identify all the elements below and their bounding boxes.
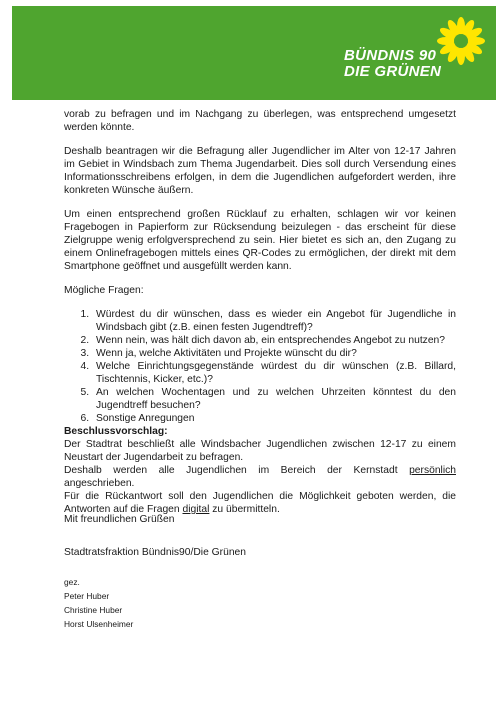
resolution-heading: Beschlussvorschlag: [64, 426, 168, 437]
question-item: 1. Würdest du dir wünschen, dass es wieder ein Angebot für Jugendliche in Windsbach gibt (z.B. einen festen Jugendtreff)? [92, 308, 456, 334]
paragraph: Um einen entsprechend großen Rücklauf zu erhalten, schlagen wir vor keinen Fragebogen in Papierform zur Rücksendung beizulegen - das erscheint für diese Zielgruppe wenig erfolgversprechend zu sein. Hier bietet es sich an, den Zugang zu einem Onlinefragebogen mittels eines QR-Codes zu ermöglichen, der direkt mit dem Smartphone geöffnet und ausgefüllt werden kann. [64, 209, 456, 272]
resolution-text: angeschrieben. [64, 478, 135, 489]
party-logo [344, 48, 441, 80]
questions-intro: Mögliche Fragen: [64, 285, 144, 296]
question-item: 5. An welchen Wochentagen und zu welchen Uhrzeiten könntest du den Jugendtreff besuchen? [92, 386, 456, 412]
paragraph: Deshalb beantragen wir die Befragung aller Jugendlicher im Alter von 12-17 Jahren im Gebiet in Windsbach zum Thema Jugendarbeit. Dies soll durch Versendung eines Informationsschreibens erfolgen, in dem die Jugendlichen aufgefordert werden, ihre konkreten Wünsche äußern. [64, 146, 456, 196]
closing-salutation: Mit freundlichen Grüßen [64, 514, 175, 525]
signed-label: gez. [64, 577, 80, 587]
underlined-word: digital [182, 504, 210, 515]
resolution-text: zu übermitteln. [209, 504, 280, 515]
resolution-line [64, 464, 456, 490]
signer-name: Horst Ulsenheimer [64, 619, 134, 629]
underlined-word: persönlich [409, 465, 456, 476]
question-item: 4. Welche Einrichtungsgegenstände würdest du dir wünschen (z.B. Billard, Tischtennis, Kicker, etc.)? [92, 360, 456, 386]
signatories [64, 575, 133, 631]
logo-line-1: BÜNDNIS 90 [344, 47, 437, 64]
resolution-line [64, 490, 456, 516]
question-item: 2. Wenn nein, was hält dich davon ab, ein entsprechendes Angebot zu nutzen? [92, 334, 456, 347]
signer-name: Peter Huber [64, 591, 110, 601]
sender-faction: Stadtratsfraktion Bündnis90/Die Grünen [64, 547, 247, 558]
resolution-text: Deshalb werden alle Jugendlichen im Bereich der Kernstadt [64, 465, 410, 476]
letter-body [64, 108, 456, 516]
questions-list [64, 308, 456, 425]
resolution-line: Der Stadtrat beschließt alle Windsbacher Jugendlichen zwischen 12-17 zu einem Neustart der Jugendarbeit zu befragen. [64, 439, 456, 463]
paragraph: vorab zu befragen und im Nachgang zu überlegen, was entsprechend umgesetzt werden könnte. [64, 109, 456, 133]
question-item: 3. Wenn ja, welche Aktivitäten und Projekte wünscht du dir? [92, 347, 456, 360]
sunflower-icon [436, 16, 486, 66]
question-item: 6. Sonstige Anregungen [92, 412, 456, 425]
resolution-text: Für die Rückantwort soll den Jugendlichen die Möglichkeit geboten werden, die Antworten auf die Fragen [64, 491, 456, 515]
signer-name: Christine Huber [64, 605, 123, 615]
logo-line-2: DIE GRÜNEN [344, 63, 442, 80]
